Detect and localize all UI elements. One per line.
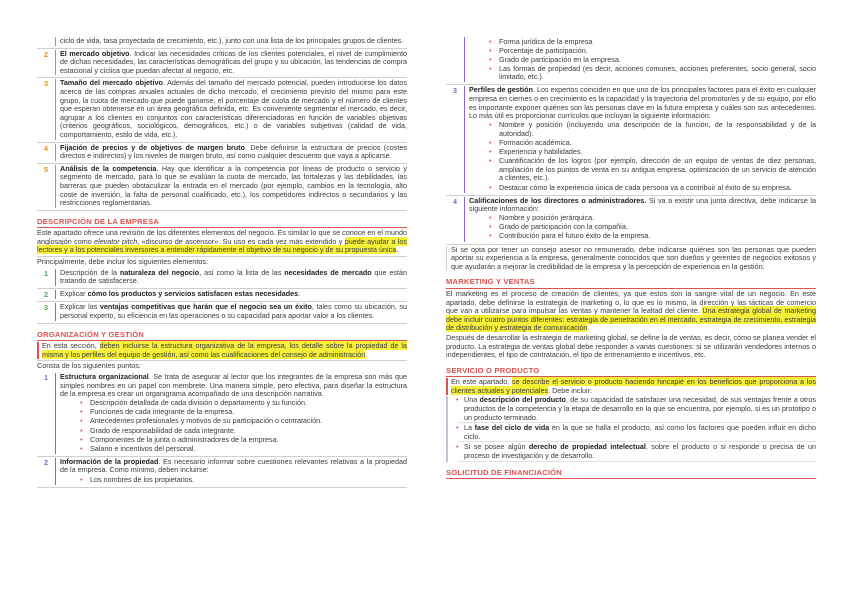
list-item: • Contribución para el futuro éxito de la empresa. bbox=[499, 232, 816, 241]
org-item-2 bbox=[37, 457, 407, 488]
list-item: • Destacar cómo la experiencia única de cada persona va a contribuir al éxito de su empresa. bbox=[499, 184, 816, 193]
item-text: ciclo de vida, tasa proyectada de crecimiento, etc.), junto con una lista de los principales grupos de clientes. bbox=[55, 37, 407, 46]
sub-list bbox=[469, 214, 816, 241]
desc-item-3 bbox=[37, 302, 407, 323]
org-lead: Consta de los siguientes puntos: bbox=[37, 360, 407, 371]
tb: fase del ciclo de vida bbox=[474, 423, 550, 433]
list-item bbox=[458, 443, 816, 461]
sub-list bbox=[60, 399, 407, 453]
item-number: 1 bbox=[44, 268, 48, 278]
highlight: Una estrategia global de marketing debe incluir cuatro puntos diferentes: estrategia de penetración en el mercado, estrategia de crecimiento, estrategia de distribución y estrategia de comunicación bbox=[446, 306, 816, 333]
highlight: deben incluirse la estructura organizativa de la empresa, los detalle sobre la propiedad de la misma y los perfiles del equipo de gestión, así como las cualificaciones del consejo de administración bbox=[42, 341, 407, 359]
item-text bbox=[55, 303, 407, 320]
item-number: 2 bbox=[44, 457, 48, 467]
org-intro bbox=[37, 342, 407, 359]
list-item: • Porcentaje de participación. bbox=[499, 47, 816, 56]
t: Si se posee algún bbox=[464, 442, 529, 452]
item-number: 4 bbox=[44, 143, 48, 153]
list-item: • Nombre y posición jerárquica. bbox=[499, 214, 816, 223]
t: En este apartado, bbox=[451, 377, 513, 387]
item-text bbox=[55, 269, 407, 286]
list-item: • Salario e incentivos del personal. bbox=[90, 445, 407, 454]
highlight: se describe el servicio o producto haciendo hincapié en los beneficios que proporciona a los clientes actuales y potenciales bbox=[451, 377, 816, 395]
list-item: • Componentes de la junta o administradores de la empresa. bbox=[90, 436, 407, 445]
market-item-1-cont bbox=[37, 36, 407, 49]
desc-lead: Principalmente, debe incluir los siguientes elementos: bbox=[37, 256, 407, 267]
list-item: • Grado de responsabilidad de cada integrante. bbox=[90, 427, 407, 436]
list-item: • Formación académica. bbox=[499, 139, 816, 148]
t: En esta sección, bbox=[42, 341, 100, 351]
item-number: 5 bbox=[44, 164, 48, 174]
list-item: • Nombre y posición (incluyendo una descripción de la función, de la responsabilidad y de la autoridad). bbox=[499, 121, 816, 138]
t: . bbox=[298, 288, 301, 298]
text: . bbox=[396, 245, 399, 255]
t: Si va a existir una junta directiva, debe indicarse la siguiente información: bbox=[469, 195, 816, 214]
list-item: • Los nombres de los propietarios. bbox=[90, 476, 407, 485]
item-text bbox=[55, 458, 407, 485]
tb: descripción del producto bbox=[479, 395, 566, 405]
list-item: • Descripción detallada de cada división o departamento y su función. bbox=[90, 399, 407, 408]
t: . Debe incluir: bbox=[548, 385, 593, 395]
item-number: 4 bbox=[453, 196, 457, 206]
t: La bbox=[464, 423, 475, 433]
market-item-4 bbox=[37, 143, 407, 164]
market-item-5 bbox=[37, 164, 407, 211]
desc-item-2 bbox=[37, 289, 407, 303]
advisor-paragraph: Si se opta por tener un consejo asesor no remunerado, debe indicarse quiénes son las personas que pueden aportar su experiencia a la empresa, generalmente conocidos que son dueños y gerentes de negocios exitosos y que ayudarán a mejorar la credibilidad de la empresa y la percepción de experiencia en la gestión. bbox=[446, 246, 816, 272]
section-title-descripcion: DESCRIPCIÓN DE LA EMPRESA bbox=[37, 218, 407, 229]
text: , «discurso de ascensor». Su uso es cada vez más extendido y bbox=[137, 236, 345, 246]
item-number: 3 bbox=[44, 79, 48, 89]
market-item-3 bbox=[37, 78, 407, 142]
svc-intro bbox=[446, 378, 816, 395]
sub-list bbox=[469, 121, 816, 192]
t: que están tratando de satisfacerse. bbox=[60, 267, 408, 286]
tb: Estructura organizacional bbox=[60, 372, 149, 381]
tb: necesidades de mercado bbox=[284, 267, 372, 277]
list-item bbox=[458, 396, 816, 423]
t: , así como la lista de las bbox=[199, 267, 285, 277]
item-bold: Tamaño del mercado objetivo bbox=[60, 78, 163, 88]
t: . Es necesario informar sobre cuestiones relevantes relativas a la propiedad de la empresa. Como mínimo, deben incluirse: bbox=[60, 456, 407, 475]
list-item: • Antecedentes profesionales y motivos de su participación o contratación. bbox=[90, 417, 407, 426]
item-text bbox=[55, 373, 407, 454]
t: , sobre el producto o si responde o precisa de un proceso de investigación y de desarrollo. bbox=[464, 442, 817, 461]
list-item: • Grado de participación con la compañía. bbox=[499, 223, 816, 232]
t: Descripción de la bbox=[60, 267, 120, 277]
item-number bbox=[446, 37, 464, 82]
t: , tales como su ubicación, su personal experto, su eficiencia en las operaciones o su capacidad para aportar valor a los clientes. bbox=[60, 302, 408, 321]
desc-item-1 bbox=[37, 268, 407, 289]
list-item: • Funciones de cada integrante de la empresa. bbox=[90, 408, 407, 417]
t: Explicar las bbox=[60, 302, 100, 312]
section-title-servicio: SERVICIO O PRODUCTO bbox=[446, 367, 816, 378]
list-item bbox=[458, 424, 816, 442]
item-text bbox=[55, 144, 407, 161]
item-number: 3 bbox=[44, 303, 48, 313]
t: . Se trata de asegurar al lector que los integrantes de la empresa son más que simples nombres en un papel con membrete. Una manera simple, pero efectiva, para diseñar la estructura de la empresa es crear un organigrama acompañado de una descripción narrativa. bbox=[60, 372, 407, 399]
t: en la que se halla el producto, así como los factores que pueden influir en dicho ciclo. bbox=[464, 423, 816, 441]
item-text bbox=[55, 165, 407, 208]
tb: Información de la propiedad bbox=[60, 456, 159, 466]
item-rest: . Además del tamaño del mercado potencial, pueden introducirse los datos acerca de las compras anuales actuales de dicho mercado, el crecimiento previsto del mismo para este grupo, la cuota de mercado que puede ganarse, el porcentaje de cuota de mercado y el número de clientes que esperan obtenerse en un área geográfica definida, etc. Es conveniente segmentar el mercado, es decir, agrupar a los clientes en conjuntos con características diferenciadoras en función de variables objetivas (criterios geográficos, sociológicos, demográficos, etc.) o de variables subjetivas (calidad de vida, comportamiento, estilo de vida, etc.). bbox=[60, 78, 407, 139]
mkt-intro bbox=[446, 290, 816, 333]
sub-list bbox=[60, 476, 407, 485]
text-em: elevator pitch bbox=[94, 236, 138, 246]
org-item-2-cont bbox=[446, 36, 816, 84]
t: El marketing es el proceso de creación de clientes, ya que estos son la sangre vital de un negocio. En este apartado, debe definirse la estrategia de marketing o, lo que es lo mismo, la dirección y las tácticas de comercio que van a utilizarse para impulsar las ventas y mantener la lealtad del cliente. bbox=[446, 288, 816, 316]
tb: Calificaciones de los directores o administradores. bbox=[469, 195, 647, 205]
section-title-financiacion: SOLICITUD DE FINANCIACIÓN bbox=[446, 469, 816, 480]
sub-list bbox=[469, 38, 816, 82]
item-bold: El mercado objetivo bbox=[60, 48, 130, 58]
t: Explicar bbox=[60, 288, 88, 298]
item-bold: Fijación de precios y de objetivos de margen bruto bbox=[60, 142, 245, 152]
org-item-3 bbox=[446, 84, 816, 195]
t: . Los expertos coinciden en que uno de los principales factores para el éxito en cualquier empresa en ciernes o en crecimiento es la capacidad y la trayectoria del promotor/es y de su equipo, por ello es importante exponer quiénes son las personas clave en la futura empresa y cuáles son sus antecedentes. Lo más útil es proporcionar currículos que incluyan la siguiente información: bbox=[469, 85, 816, 121]
item-text bbox=[464, 37, 816, 82]
org-item-1 bbox=[37, 372, 407, 457]
item-rest: . Indicar las necesidades críticas de los clientes potenciales, el nivel de cumplimiento de dichas necesidades, las características demográficas del grupo y su ubicación, las tendencias de compra estacional y cíclica que puedan afectar al negocio, etc. bbox=[60, 48, 407, 75]
item-number: 1 bbox=[44, 373, 48, 382]
item-number bbox=[37, 37, 55, 46]
tb: ventajas competitivas que harán que el negocio sea un éxito bbox=[99, 302, 312, 312]
list-item: • Grado de participación en la empresa. bbox=[499, 56, 816, 65]
item-text bbox=[55, 290, 407, 300]
desc-intro bbox=[37, 229, 407, 255]
item-number: 2 bbox=[44, 289, 48, 299]
item-rest: . Hay que identificar a la competencia por líneas de producto o servicio y segmento de mercado, para lo que se evalúan la cuota de mercado, las fortalezas y las debilidades, las barreras que pueden obstaculizar la entrada en el mercado (por ejemplo, cambios en la tecnología, alto coste de inversión, la falta de personal cualificado, etc.), los competidores indirectos o secundarios y las restricciones reglamentarias. bbox=[60, 163, 407, 208]
item-text bbox=[464, 86, 816, 192]
tb: naturaleza del negocio bbox=[119, 267, 200, 277]
left-column bbox=[37, 36, 407, 488]
text: Este apartado ofrece una revisión de los diferentes elementos del negocio. Es similar lo que se conoce en el mundo anglosajón como bbox=[37, 228, 407, 246]
list-item: • Las formas de propiedad (es decir, acciones comunes, acciones preferentes, socio general, socio limitado, etc.). bbox=[499, 65, 816, 82]
item-text bbox=[55, 50, 407, 76]
tb: Perfiles de gestión bbox=[469, 85, 533, 95]
right-column bbox=[446, 36, 816, 479]
item-text bbox=[464, 197, 816, 242]
svc-list bbox=[446, 396, 816, 461]
mkt-para2: Después de desarrollar la estrategia de marketing global, se define la de ventas, es decir, cómo se planea vender el producto. La estrategia de ventas global debe responder a varias cuestiones: si se utilizarán vendedores internos o independientes, el tipo de contratación, el tipo de entrenamiento e incentivos, etc. bbox=[446, 332, 816, 360]
list-item: • Forma jurídica de la empresa bbox=[499, 38, 816, 47]
org-item-4 bbox=[446, 196, 816, 245]
tb: derecho de propiedad intelectual bbox=[528, 442, 646, 452]
t: . bbox=[587, 323, 590, 333]
item-bold: Análisis de la competencia bbox=[60, 163, 157, 173]
list-item: • Cuantificación de los logros (por ejemplo, dirección de un equipo de ventas de diez personas, ampliación de los puntos de venta en su antigua empresa, optimización de un servicio de atención a clientes, etc.). bbox=[499, 157, 816, 183]
tb: cómo los productos y servicios satisfacen estas necesidades bbox=[87, 288, 299, 298]
item-text bbox=[55, 79, 407, 139]
t: , de su capacidad de satisfacer una necesidad, de sus ventajas frente a otros productos de la competencia y la etapa de desarrollo en la que se encuentra, por ejemplo, si es un prototipo o un producto terminado. bbox=[464, 395, 816, 422]
item-number: 2 bbox=[44, 49, 48, 59]
t: . bbox=[365, 349, 368, 359]
t: Una bbox=[464, 395, 480, 405]
list-item: • Experiencia y habilidades. bbox=[499, 148, 816, 157]
section-title-organizacion: ORGANIZACIÓN Y GESTIÓN bbox=[37, 331, 407, 342]
section-title-marketing: MARKETING Y VENTAS bbox=[446, 278, 816, 289]
item-rest: . Debe definirse la estructura de precios (costes directos e indirectos) y los niveles de margen bruto, así como cualquier descuento que vaya a aplicarse. bbox=[60, 142, 407, 161]
item-number: 3 bbox=[453, 86, 457, 96]
market-item-2 bbox=[37, 49, 407, 79]
highlight: puede ayudar a los lectores y a los potenciales inversores a entender rápidamente el objetivo de su negocio y de su propuesta única bbox=[37, 236, 408, 255]
